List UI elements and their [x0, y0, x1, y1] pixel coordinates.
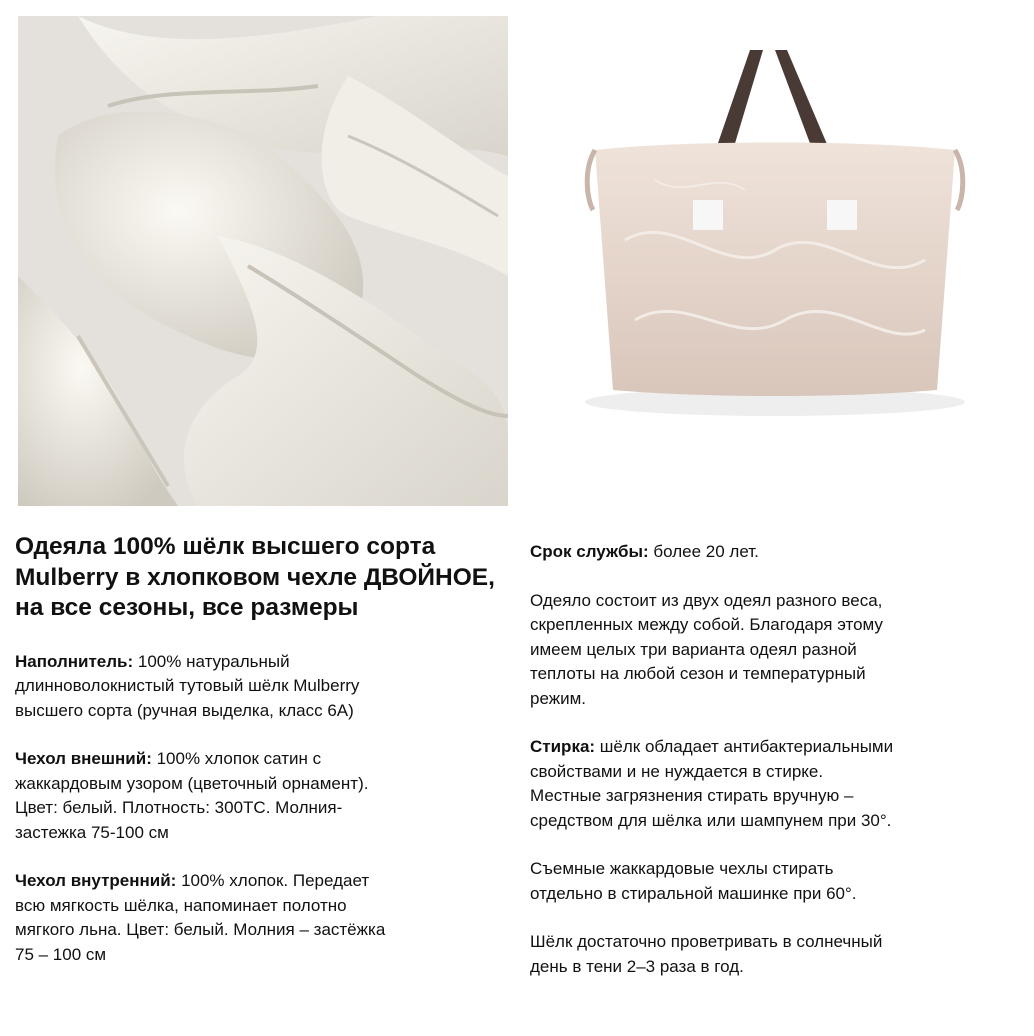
right-column [530, 540, 1020, 1003]
paragraph-text: Одеяло состоит из двух одеял разного веса, скрепленных между собой. Благодаря этому имеем целых три варианта одеял разной теплоты на любой сезон и температурный режим. [530, 590, 883, 708]
filler-paragraph [15, 650, 505, 724]
paragraph-text: 100% натуральный длинноволокнистый тутовый шёлк Mulberry высшего сорта (ручная выделка, класс 6А) [15, 651, 360, 720]
product-title: Одеяла 100% шёлк высшего сорта Mulberry в хлопковом чехле ДВОЙНОЕ, на все сезоны, все размеры [15, 533, 495, 621]
paragraph-text: шёлк обладает антибактериальными свойствами и не нуждается в стирке. Местные загрязнения стирать вручную – средством для шёлка или шампунем при 30°. [530, 737, 894, 830]
washing-paragraph [530, 735, 1020, 833]
outer-cover-paragraph [15, 747, 505, 845]
paragraph-label: Стирка: [530, 737, 596, 756]
inner-cover-paragraph [15, 869, 505, 967]
paragraph-text: 100% хлопок сатин с жаккардовым узором (цветочный орнамент). Цвет: белый. Плотность: 300ТС. Молния- застежка 75-100 см [15, 749, 369, 842]
covers-washing-paragraph [530, 857, 1020, 906]
jacquard-storage-bag-icon [565, 40, 985, 460]
duvet-photo [18, 16, 508, 506]
paragraph-text: 100% хлопок. Передает всю мягкость шёлка, напоминает полотно мягкого льна. Цвет: белый. Молния – застёжка 75 – 100 см [15, 871, 386, 964]
folded-silk-duvet-icon [18, 16, 508, 506]
left-column [15, 532, 505, 991]
paragraph-label: Чехол внутренний: [15, 871, 177, 890]
paragraph-text: более 20 лет. [648, 542, 759, 561]
paragraph-text: Шёлк достаточно проветривать в солнечный день в тени 2–3 раза в год. [530, 932, 883, 976]
paragraph-label: Чехол внешний: [15, 749, 152, 768]
storage-bag-photo [565, 40, 985, 460]
airing-paragraph [530, 930, 1020, 979]
paragraph-label: Наполнитель: [15, 651, 134, 671]
service-life-paragraph [530, 540, 1020, 565]
construction-paragraph [530, 589, 1020, 712]
paragraph-label: Срок службы: [530, 542, 649, 561]
paragraph-text: Съемные жаккардовые чехлы стирать отдельно в стиральной машинке при 60°. [530, 859, 857, 903]
